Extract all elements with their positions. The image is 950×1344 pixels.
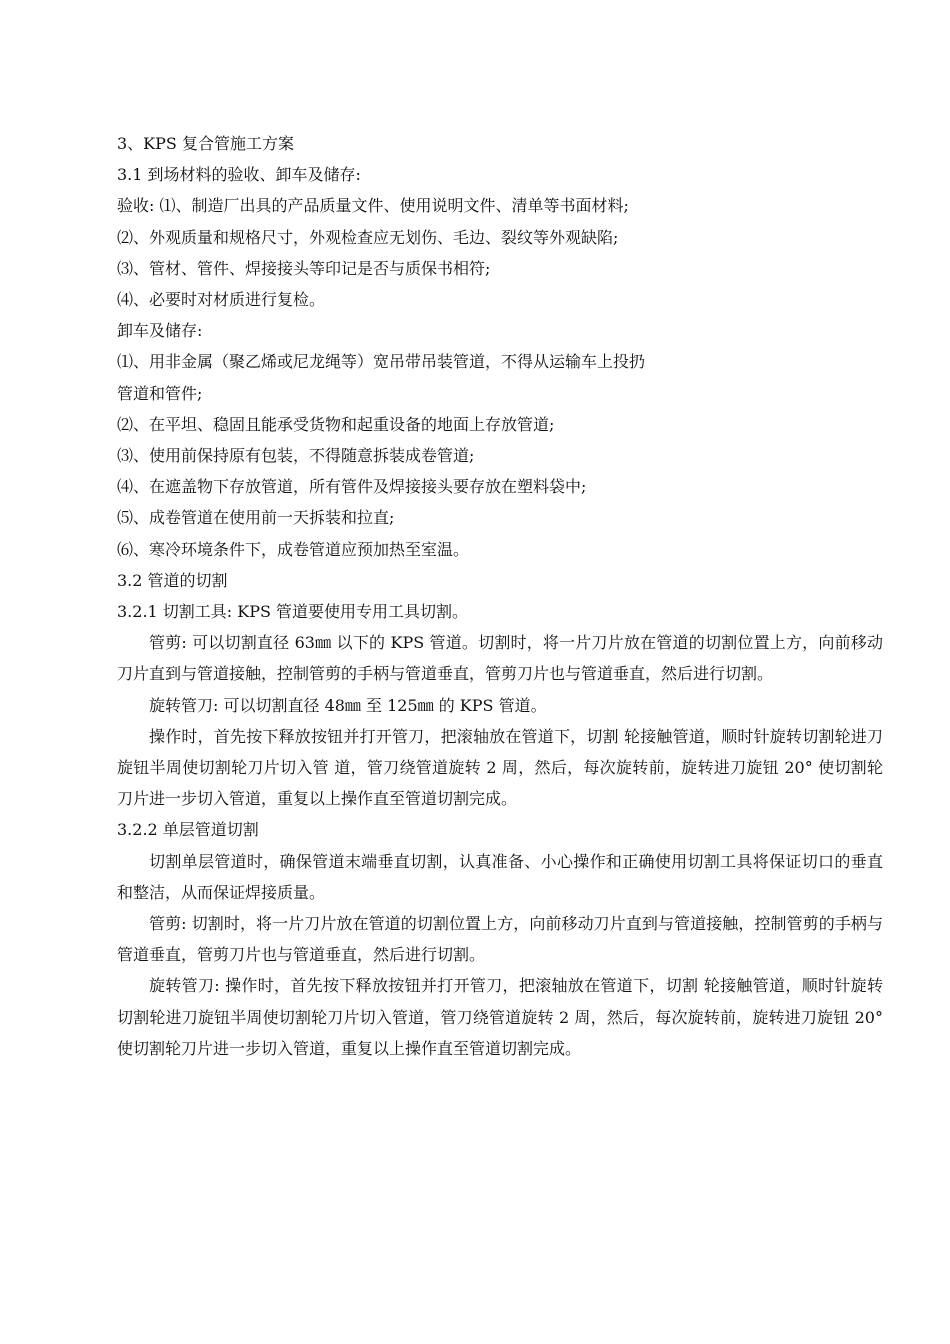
paragraph: ⑵、在平坦、稳固且能承受货物和起重设备的地面上存放管道; [117, 414, 555, 434]
paragraph: 切割单层管道时，确保管道末端垂直切割，认真准备、小心操作和正确使用切割工具将保证切口的垂直和整洁，从而保证焊接质量。 [117, 851, 883, 902]
paragraph: ⑹、寒冷环境条件下，成卷管道应预加热至室温。 [117, 539, 470, 559]
paragraph: ⑶、使用前保持原有包装，不得随意拆装成卷管道; [117, 446, 475, 466]
document-body [117, 128, 883, 1064]
paragraph: ⑶、管材、管件、焊接接头等印记是否与质保书相符; [117, 258, 491, 278]
paragraph: 管剪: 切割时，将一片刀片放在管道的切割位置上方，向前移动刀片直到与管道接触，控制管剪的手柄与管道垂直，管剪刀片也与管道垂直，然后进行切割。 [117, 914, 883, 965]
paragraph: ⑴、用非金属（聚乙烯或尼龙绳等）宽吊带吊装管道，不得从运输车上投扔 [117, 352, 646, 372]
paragraph: 旋转管刀: 可以切割直径 48㎜ 至 125㎜ 的 KPS 管道。 [149, 695, 547, 715]
paragraph: ⑵、外观质量和规格尺寸，外观检查应无划伤、毛边、裂纹等外观缺陷; [117, 227, 619, 247]
paragraph: ⑸、成卷管道在使用前一天拆装和拉直; [117, 508, 395, 528]
subsection-heading: 3.1 到场材料的验收、卸车及储存: [117, 165, 361, 185]
paragraph: 卸车及储存: [117, 321, 203, 341]
subsection-heading: 3.2.1 切割工具: KPS 管道要使用专用工具切割。 [117, 602, 469, 622]
paragraph: ⑷、在遮盖物下存放管道，所有管件及焊接接头要存放在塑料袋中; [117, 477, 587, 497]
paragraph: 管剪: 可以切割直径 63㎜ 以下的 KPS 管道。切割时，将一片刀片放在管道的切割位置上方，向前移动刀片直到与管道接触，控制管剪的手柄与管道垂直，管剪刀片也与管道垂直，然后进行切割。 [117, 633, 883, 684]
paragraph: 旋转管刀: 操作时，首先按下释放按钮并打开管刀，把滚轴放在管道下，切割 轮接触管道，顺时针旋转切割轮进刀旋钮半周使切割轮刀片切入管道，管刀绕管道旋转 2 周，然后，每次旋转前，旋转进刀旋钮 20° 使切割轮刀片进一步切入管道，重复以上操作直至管道切割完成。 [117, 976, 883, 1058]
paragraph: 操作时，首先按下释放按钮并打开管刀，把滚轴放在管道下，切割 轮接触管道，顺时针旋转切割轮进刀旋钮半周使切割轮刀片切入管 道，管刀绕管道旋转 2 周，然后，每次旋转前，旋转进刀旋钮 20° 使切割轮刀片进一步切入管道，重复以上操作直至管道切割完成。 [117, 726, 883, 809]
section-heading: 3、KPS 复合管施工方案 [117, 134, 294, 153]
paragraph: ⑷、必要时对材质进行复检。 [117, 290, 326, 310]
paragraph: 管道和管件; [117, 383, 203, 403]
subsection-heading: 3.2 管道的切割 [117, 570, 228, 590]
paragraph: 验收: ⑴、制造厂出具的产品质量文件、使用说明文件、清单等书面材料; [117, 196, 629, 216]
subsection-heading: 3.2.2 单层管道切割 [117, 820, 259, 840]
